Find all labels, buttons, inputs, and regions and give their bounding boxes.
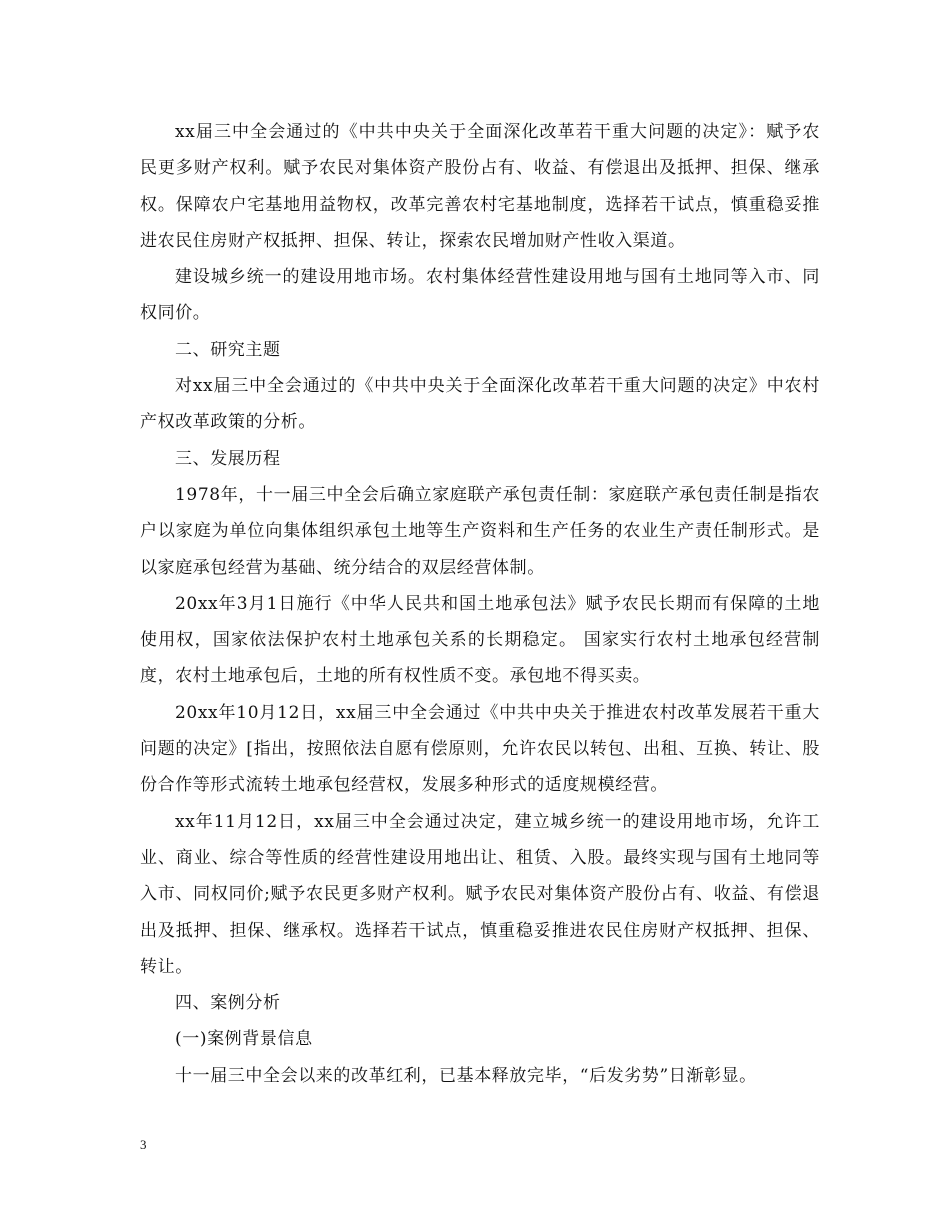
paragraph-history-land-contract-law: 20xx年3月1日施行《中华人民共和国土地承包法》赋予农民长期而有保障的土地使用权，国家依法保护农村土地承包关系的长期稳定。 国家实行农村土地承包经营制度，农村土地承包后，土地的所有权性质不变。承包地不得买卖。 xyxy=(140,593,820,687)
paragraph-history-nov-12: xx年11月12日，xx届三中全会通过决定，建立城乡统一的建设用地市场，允许工业、商业、综合等性质的经营性建设用地出让、租赁、入股。最终实现与国有土地同等入市、同权同价;赋予农民更多财产权利。赋予农民对集体资产股份占有、收益、有偿退出及抵押、担保、继承权。选择若干试点，慎重稳妥推进农民住房财产权抵押、担保、转让。 xyxy=(140,811,820,977)
paragraph-land-market: 建设城乡统一的建设用地市场。农村集体经营性建设用地与国有土地同等入市、同权同价。 xyxy=(140,267,820,324)
paragraph-history-oct-12: 20xx年10月12日，xx届三中全会通过《中共中央关于推进农村改革发展若干重大问题的决定》[指出，按照依法自愿有偿原则，允许农民以转包、出租、互换、转让、股份合作等形式流转土地承包经营权，发展多种形式的适度规模经营。 xyxy=(140,702,820,796)
paragraph-research-topic: 对xx届三中全会通过的《中共中央关于全面深化改革若干重大问题的决定》中农村产权改革政策的分析。 xyxy=(140,376,820,433)
paragraph-decision-summary: xx届三中全会通过的《中共中央关于全面深化改革若干重大问题的决定》：赋予农民更多财产权利。赋予农民对集体资产股份占有、收益、有偿退出及抵押、担保、继承权。保障农户宅基地用益物权，改革完善农村宅基地制度，选择若干试点，慎重稳妥推进农民住房财产权抵押、担保、转让，探索农民增加财产性收入渠道。 xyxy=(140,122,820,251)
section-heading-history: 三、发展历程 xyxy=(175,448,281,469)
page-number: 3 xyxy=(140,1137,147,1152)
paragraph-case-background: 十一届三中全会以来的改革红利，已基本释放完毕，“后发劣势”日渐彰显。 xyxy=(175,1065,757,1086)
document-body xyxy=(140,114,820,1094)
section-heading-research-topic: 二、研究主题 xyxy=(175,339,281,360)
section-heading-case-analysis: 四、案例分析 xyxy=(175,993,281,1014)
subsection-heading-case-background: (一)案例背景信息 xyxy=(175,1029,313,1050)
paragraph-history-1978: 1978年，十一届三中全会后确立家庭联产承包责任制：家庭联产承包责任制是指农户以家庭为单位向集体组织承包土地等生产资料和生产任务的农业生产责任制形式。是以家庭承包经营为基础、统分结合的双层经营体制。 xyxy=(140,484,820,578)
